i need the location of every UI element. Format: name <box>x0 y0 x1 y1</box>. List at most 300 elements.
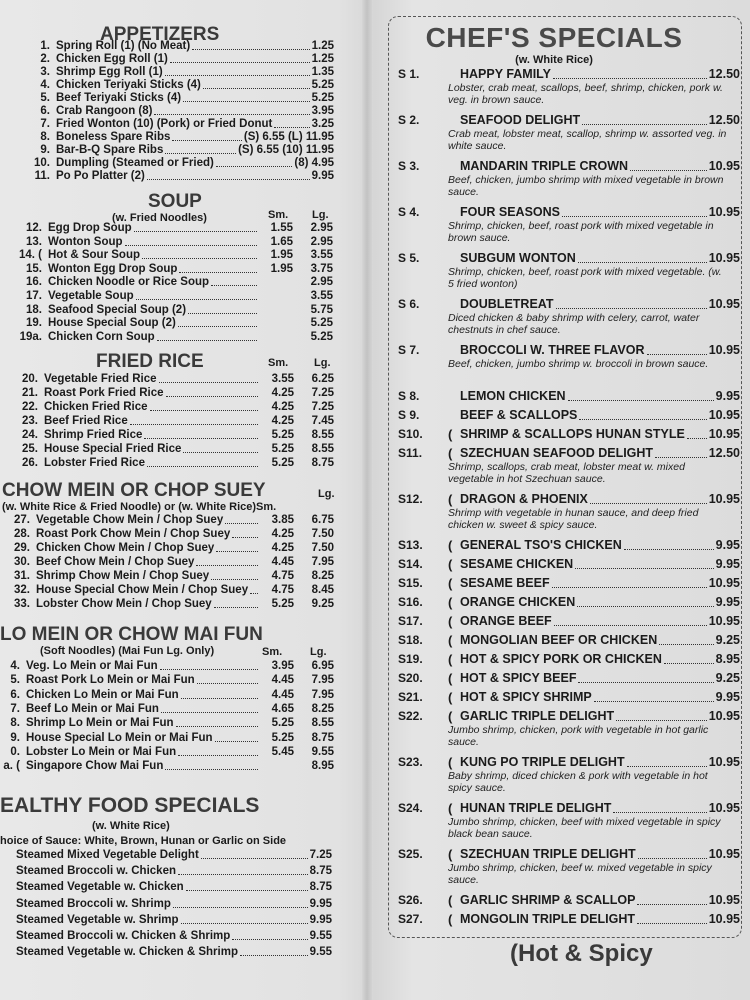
chef-special-item <box>392 614 744 629</box>
menu-item-row <box>8 331 333 344</box>
special-price: 10.95 <box>708 343 740 357</box>
chef-special-line <box>392 847 744 862</box>
section-subtitle: (Soft Noodles) (Mai Fun Lg. Only) <box>40 645 215 657</box>
item-price: 8.75 <box>309 865 332 878</box>
price-large: 8.25 <box>311 570 334 582</box>
special-code: S16. <box>398 595 423 609</box>
price-small: 3.85 <box>271 514 294 526</box>
price-small: 4.45 <box>271 674 294 687</box>
item-name: Wonton Egg Drop Soup <box>48 262 178 275</box>
section-title: APPETIZERS <box>100 24 220 45</box>
item-number: 30. <box>14 556 30 568</box>
item-name: Veg. Lo Mein or Mai Fun <box>26 660 158 672</box>
chef-special-item <box>392 633 744 648</box>
price-large: 2.95 <box>310 222 333 234</box>
special-price: 10.95 <box>708 614 740 628</box>
chef-special-line <box>392 801 744 816</box>
price-small: 4.45 <box>271 688 294 701</box>
price-large: 6.25 <box>311 373 334 385</box>
special-price: 10.95 <box>708 205 740 219</box>
hot-spicy-icon: ( <box>448 912 453 927</box>
item-number: 7. <box>10 702 20 715</box>
chef-special-line <box>392 652 744 667</box>
price-large: 8.75 <box>311 731 334 744</box>
menu-item-row <box>8 317 333 330</box>
special-price: 12.50 <box>708 113 740 127</box>
item-number: 3. <box>40 66 50 78</box>
dot-leader <box>624 549 714 550</box>
dot-leader <box>181 698 258 699</box>
item-number: 11. <box>34 170 50 182</box>
item-number: 4. <box>10 660 20 672</box>
dot-leader <box>637 904 706 905</box>
item-name: Crab Rangoon (8) <box>56 105 153 117</box>
item-name: Steamed Vegetable w. Chicken & Shrimp <box>16 946 238 959</box>
special-description: Diced chicken & baby shrimp with celery, carrot, water chestnuts in chef sauce. <box>448 312 700 336</box>
menu-item-row <box>0 674 334 687</box>
special-code: S19. <box>398 652 423 666</box>
menu-item-row <box>0 598 334 611</box>
menu-item-row <box>0 542 334 555</box>
special-price: 10.95 <box>708 492 740 506</box>
special-code: S 7. <box>398 343 420 357</box>
price-large: 7.50 <box>311 542 334 554</box>
price-small: 5.25 <box>271 429 294 441</box>
special-price: 10.95 <box>708 912 740 926</box>
dot-leader <box>154 114 309 115</box>
item-number: 27. <box>14 514 30 526</box>
special-name: BEEF & SCALLOPS <box>460 408 578 422</box>
special-description: Beef, chicken, jumbo shrimp with mixed vegetable in brown sauce. <box>448 174 724 198</box>
item-number: 14. ( <box>18 249 42 262</box>
item-price: 5.25 <box>311 79 334 91</box>
section-subtitle: (w. Fried Noodles) <box>112 212 207 224</box>
dot-leader <box>578 682 713 683</box>
price-large: 3.55 <box>310 290 333 302</box>
hot-spicy-icon: ( <box>448 690 453 705</box>
hot-spicy-icon: ( <box>448 671 453 686</box>
special-description: Beef, chicken, jumbo shrimp w. broccoli in brown sauce. <box>448 358 709 370</box>
special-name: HOT & SPICY PORK OR CHICKEN <box>460 652 662 666</box>
dot-leader <box>188 313 257 314</box>
special-price: 9.95 <box>715 595 740 609</box>
dot-leader <box>232 537 258 538</box>
menu-item-row <box>16 849 332 862</box>
item-price: 3.25 <box>311 118 334 130</box>
chef-special-item <box>392 113 744 152</box>
menu-item-row <box>4 373 334 386</box>
special-price: 9.25 <box>715 671 740 685</box>
hot-spicy-icon: ( <box>448 576 453 591</box>
special-name: GARLIC SHRIMP & SCALLOP <box>460 893 636 907</box>
dot-leader <box>170 62 310 63</box>
item-price: 9.95 <box>311 170 334 182</box>
menu-item-row <box>0 732 334 745</box>
item-name: Beef Chow Mein / Chop Suey <box>36 556 195 568</box>
special-name: SZECHUAN SEAFOOD DELIGHT <box>460 446 654 460</box>
special-code: S 9. <box>398 408 420 422</box>
chef-special-item <box>392 343 744 370</box>
special-description: Shrimp, scallops, crab meat, lobster meat w. mixed vegetable in hot Szechuan sauce. <box>448 461 685 485</box>
item-price: 5.25 <box>311 92 334 104</box>
chef-special-item <box>392 912 744 927</box>
special-price: 10.95 <box>708 297 740 311</box>
special-code: S24. <box>398 801 423 815</box>
item-name: Roast Pork Lo Mein or Mai Fun <box>26 674 195 687</box>
dot-leader <box>664 663 714 664</box>
special-description: Baby shrimp, diced chicken & pork with vegetable in hot spicy sauce. <box>448 770 708 794</box>
item-name: Spring Roll (1) (No Meat) <box>56 40 191 52</box>
special-price: 10.95 <box>708 847 740 861</box>
menu-item-row <box>0 660 334 673</box>
section-subtitle: (w. White Rice) <box>92 820 170 832</box>
special-code: S17. <box>398 614 423 628</box>
dot-leader <box>179 272 257 273</box>
item-price: 7.25 <box>309 849 332 861</box>
dot-leader <box>659 644 713 645</box>
special-description: Lobster, crab meat, scallops, beef, shrimp, chicken, pork w. veg. in brown sauce. <box>448 82 723 106</box>
chef-special-item <box>392 671 744 686</box>
item-number: 0. <box>10 745 20 758</box>
item-number: 24. <box>22 429 38 441</box>
item-number: 25. <box>22 443 38 455</box>
item-number: 19a. <box>19 330 42 343</box>
chef-special-line <box>392 576 744 591</box>
menu-item-row <box>0 514 334 527</box>
item-number: 31. <box>14 570 30 582</box>
special-name: MONGOLIN TRIPLE DELIGHT <box>460 912 635 926</box>
price-large: 8.55 <box>311 429 334 441</box>
price-small: 1.55 <box>270 222 293 234</box>
special-price: 9.25 <box>715 633 740 647</box>
price-small: 4.25 <box>271 387 294 399</box>
item-name: Vegetable Soup <box>48 290 134 302</box>
hot-spicy-icon: ( <box>448 801 453 816</box>
chef-special-line <box>392 427 744 442</box>
special-code: S 3. <box>398 159 420 173</box>
special-name: HUNAN TRIPLE DELIGHT <box>460 801 612 815</box>
special-name: HAPPY FAMILY <box>460 67 551 81</box>
special-code: S12. <box>398 492 423 506</box>
section-title: EALTHY FOOD SPECIALS <box>0 794 260 817</box>
dot-leader <box>274 127 309 128</box>
special-code: S23. <box>398 755 423 769</box>
item-number: 8. <box>10 717 20 730</box>
item-name: Roast Pork Fried Rice <box>44 387 164 399</box>
dot-leader <box>687 438 707 439</box>
price-small: 3.55 <box>271 373 294 385</box>
dot-leader <box>627 766 707 767</box>
dot-leader <box>232 939 307 940</box>
special-code: S21. <box>398 690 423 704</box>
special-price: 10.95 <box>708 801 740 815</box>
menu-item-row <box>14 79 334 92</box>
dot-leader <box>172 140 241 141</box>
item-name: Lobster Fried Rice <box>44 457 145 469</box>
dot-leader <box>250 593 258 594</box>
special-code: S26. <box>398 893 423 907</box>
special-description: Jumbo shrimp, chicken, pork with vegetable in hot garlic sauce. <box>448 724 709 748</box>
special-price: 12.50 <box>708 67 740 81</box>
item-number: 5. <box>10 674 20 687</box>
special-price: 10.95 <box>708 709 740 723</box>
special-name: SHRIMP & SCALLOPS HUNAN STYLE <box>460 427 685 441</box>
chef-special-item <box>392 205 744 244</box>
column-header: Lg. <box>310 646 327 658</box>
item-name: Hot & Sour Soup <box>48 249 140 262</box>
price-large: 7.50 <box>311 528 334 540</box>
item-price: (S) 6.55 (L) 11.95 <box>243 131 334 143</box>
chef-special-item <box>392 755 744 794</box>
chef-special-line <box>392 755 744 770</box>
special-name: SESAME BEEF <box>460 576 550 590</box>
chef-special-line <box>392 538 744 553</box>
item-number: 8. <box>40 131 50 143</box>
special-code: S10. <box>398 427 423 441</box>
menu-item-row <box>0 760 334 773</box>
chef-special-item <box>392 251 744 290</box>
hot-spicy-icon: ( <box>448 652 453 667</box>
chef-special-item <box>392 446 744 485</box>
dot-leader <box>214 607 258 608</box>
special-price: 9.95 <box>715 389 740 403</box>
special-price: 10.95 <box>708 251 740 265</box>
dot-leader <box>562 216 707 217</box>
chef-special-line <box>392 557 744 572</box>
item-name: Egg Drop Soup <box>48 222 132 234</box>
special-name: HOT & SPICY SHRIMP <box>460 690 592 704</box>
menu-item-row <box>4 457 334 470</box>
special-code: S 5. <box>398 251 420 265</box>
chef-special-line <box>392 408 744 423</box>
special-name: SEAFOOD DELIGHT <box>460 113 581 127</box>
special-name: LEMON CHICKEN <box>460 389 566 403</box>
page-fold <box>362 0 372 1000</box>
special-code: S 1. <box>398 67 420 81</box>
special-code: S25. <box>398 847 423 861</box>
special-description: Shrimp, chicken, beef, roast pork with mixed vegetable. (w. 5 fried wonton) <box>448 266 722 290</box>
dot-leader <box>556 308 707 309</box>
special-price: 10.95 <box>708 893 740 907</box>
chef-special-line <box>392 389 744 404</box>
price-large: 8.55 <box>311 443 334 455</box>
dot-leader <box>637 923 707 924</box>
section-title: LO MEIN OR CHOW MAI FUN <box>0 624 263 645</box>
chef-special-item <box>392 159 744 198</box>
price-large: 7.45 <box>311 415 334 427</box>
item-number: 21. <box>22 387 38 399</box>
price-large: 3.55 <box>310 249 333 262</box>
menu-item-row <box>0 584 334 597</box>
menu-item-row <box>16 898 332 911</box>
special-name: FOUR SEASONS <box>460 205 561 219</box>
special-price: 8.95 <box>715 652 740 666</box>
dot-leader <box>161 712 258 713</box>
special-name: MONGOLIAN BEEF OR CHICKEN <box>460 633 658 647</box>
special-name: GARLIC TRIPLE DELIGHT <box>460 709 615 723</box>
special-description: Jumbo shrimp, chicken, beef w. mixed vegetable in spicy sauce. <box>448 862 712 886</box>
chef-special-line <box>392 492 744 507</box>
dot-leader <box>144 438 258 439</box>
item-number: 17. <box>26 290 42 302</box>
price-large: 7.95 <box>311 556 334 568</box>
price-small: 5.25 <box>271 457 294 469</box>
section-subtitle: (w. White Rice & Fried Noodle) or (w. White Rice)Sm. <box>2 501 277 513</box>
chef-special-item <box>392 408 744 423</box>
price-small: 4.25 <box>271 542 294 554</box>
dot-leader <box>150 410 258 411</box>
price-large: 7.25 <box>311 387 334 399</box>
menu-item-row <box>16 881 332 894</box>
special-name: ORANGE CHICKEN <box>460 595 576 609</box>
menu-item-row <box>14 105 334 118</box>
menu-item-row <box>0 717 334 730</box>
item-name: Beef Lo Mein or Mai Fun <box>26 702 159 715</box>
section-title: SOUP <box>148 191 202 212</box>
item-price: 1.35 <box>311 66 334 78</box>
hot-spicy-icon: ( <box>448 538 453 553</box>
special-code: S27. <box>398 912 423 926</box>
dot-leader <box>575 568 713 569</box>
price-small: 1.95 <box>270 262 293 275</box>
item-name: Chicken Lo Mein or Mai Fun <box>26 688 179 701</box>
special-name: SESAME CHICKEN <box>460 557 574 571</box>
price-large: 6.95 <box>311 660 334 672</box>
hot-spicy-icon: ( <box>448 893 453 908</box>
price-large: 8.45 <box>311 584 334 596</box>
dot-leader <box>166 396 258 397</box>
chef-special-line <box>392 595 744 610</box>
menu-item-row <box>4 387 334 400</box>
special-code: S 8. <box>398 389 420 403</box>
dot-leader <box>147 466 258 467</box>
item-price: (8) 4.95 <box>294 157 334 169</box>
menu-item-row <box>16 865 332 878</box>
special-description: Shrimp, chicken, beef, roast pork with mixed vegetable in brown sauce. <box>448 220 714 244</box>
item-price: (S) 6.55 (10) 11.95 <box>238 144 334 156</box>
item-name: Wonton Soup <box>48 235 123 248</box>
special-description: Crab meat, lobster meat, scallop, shrimp w. assorted veg. in white sauce. <box>448 128 727 152</box>
chef-special-item <box>392 893 744 908</box>
price-large: 5.75 <box>310 303 333 316</box>
item-price: 9.95 <box>309 913 332 926</box>
price-large: 8.25 <box>311 702 334 715</box>
dot-leader <box>216 551 258 552</box>
item-name: Vegetable Fried Rice <box>44 373 157 385</box>
item-name: Chicken Egg Roll (1) <box>56 53 168 65</box>
special-code: S 6. <box>398 297 420 311</box>
menu-item-row <box>8 290 333 303</box>
item-number: 15. <box>26 262 42 275</box>
item-name: Roast Pork Chow Mein / Chop Suey <box>36 528 231 540</box>
price-small: 5.25 <box>271 731 294 744</box>
menu-item-row <box>0 689 334 702</box>
dot-leader <box>211 579 258 580</box>
dot-leader <box>568 400 714 401</box>
price-small: 5.45 <box>271 745 294 758</box>
hot-spicy-icon: ( <box>448 709 453 724</box>
item-number: 22. <box>22 401 38 413</box>
dot-leader <box>183 452 258 453</box>
item-number: 23. <box>22 415 38 427</box>
dot-leader <box>630 170 707 171</box>
price-small: 4.25 <box>271 528 294 540</box>
chef-special-line <box>392 205 744 220</box>
item-price: 9.95 <box>309 897 332 910</box>
chef-special-line <box>392 671 744 686</box>
dot-leader <box>211 285 257 286</box>
dot-leader <box>594 701 714 702</box>
chef-special-item <box>392 847 744 886</box>
item-name: Steamed Vegetable w. Chicken <box>16 881 184 894</box>
chef-special-line <box>392 446 744 461</box>
price-large: 8.95 <box>311 760 334 773</box>
item-number: 1. <box>40 40 50 52</box>
dot-leader <box>638 858 707 859</box>
chef-special-item <box>392 492 744 531</box>
dot-leader <box>240 955 308 956</box>
dot-leader <box>165 75 310 76</box>
price-large: 2.95 <box>310 276 333 289</box>
item-name: Chicken Corn Soup <box>48 330 155 343</box>
menu-item-row <box>4 401 334 414</box>
special-code: S13. <box>398 538 423 552</box>
left-column <box>0 0 360 1000</box>
dot-leader <box>647 354 707 355</box>
column-header: Lg. <box>314 357 331 369</box>
special-code: S11. <box>398 446 423 460</box>
dot-leader <box>183 101 310 102</box>
dot-leader <box>201 858 308 859</box>
item-name: Chicken Teriyaki Sticks (4) <box>56 79 201 91</box>
chef-special-item <box>392 67 744 106</box>
hot-spicy-icon: ( <box>448 446 453 461</box>
chef-special-line <box>392 159 744 174</box>
price-large: 7.95 <box>311 688 334 701</box>
special-price: 10.95 <box>708 159 740 173</box>
section-subtitle: hoice of Sauce: White, Brown, Hunan or Garlic on Side <box>0 835 287 847</box>
item-name: Steamed Broccoli w. Shrimp <box>16 897 171 910</box>
price-small: 1.65 <box>270 235 293 248</box>
item-name: Steamed Vegetable w. Shrimp <box>16 913 179 926</box>
chef-special-item <box>392 595 744 610</box>
special-code: S18. <box>398 633 423 647</box>
special-name: GENERAL TSO'S CHICKEN <box>460 538 622 552</box>
chef-special-item <box>392 690 744 705</box>
special-code: S 4. <box>398 205 420 219</box>
price-small: 4.75 <box>271 570 294 582</box>
dot-leader <box>225 523 258 524</box>
menu-item-row <box>0 570 334 583</box>
dot-leader <box>178 755 258 756</box>
item-name: Bar-B-Q Spare Ribs <box>56 144 164 156</box>
item-number: 32. <box>13 584 30 596</box>
chef-special-line <box>392 343 744 358</box>
item-name: House Special Soup (2) <box>48 317 176 330</box>
item-name: Chicken Fried Rice <box>44 401 148 413</box>
price-small: 5.25 <box>271 717 294 730</box>
special-code: S15. <box>398 576 423 590</box>
dot-leader <box>196 565 258 566</box>
menu-item-row <box>16 930 332 943</box>
menu-item-row <box>14 157 334 170</box>
dot-leader <box>552 587 707 588</box>
item-price: 8.75 <box>309 881 332 894</box>
dot-leader <box>147 179 310 180</box>
chefs-specials-title: CHEF'S SPECIALS <box>425 22 683 53</box>
dot-leader <box>173 907 308 908</box>
dot-leader <box>655 457 707 458</box>
